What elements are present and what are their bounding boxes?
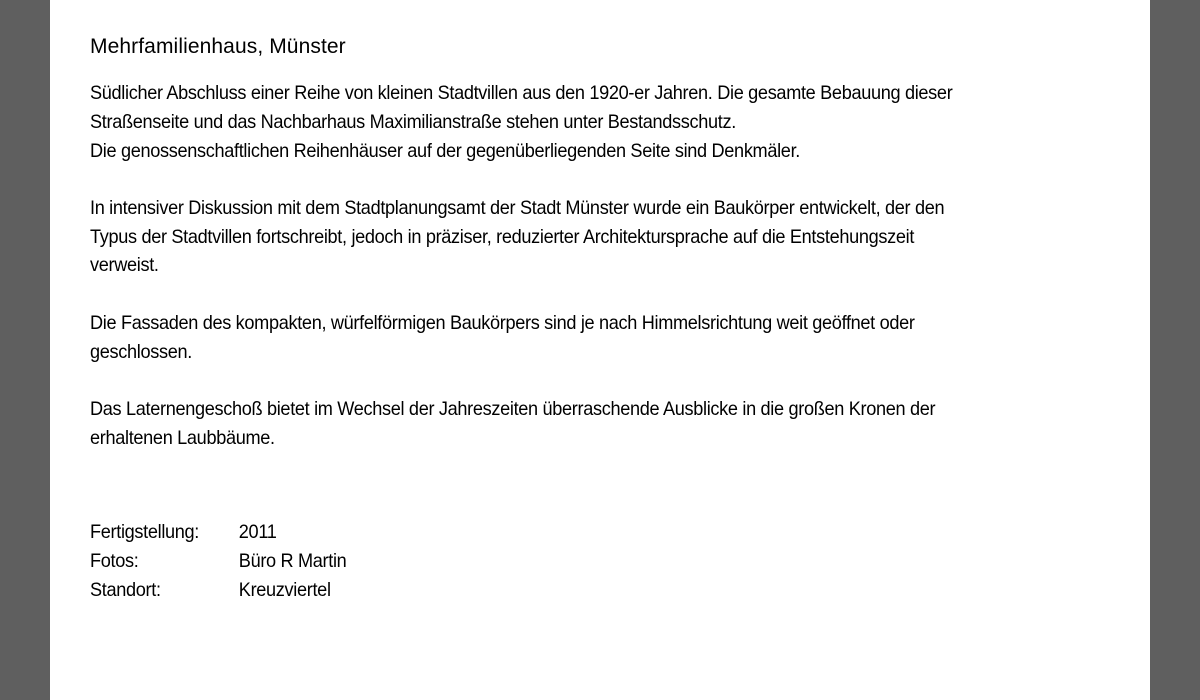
project-facts: [90, 518, 346, 605]
fact-row-photos: [90, 547, 346, 576]
paragraph-line: Südlicher Abschluss einer Reihe von kleinen Stadtvillen aus den 1920-er Jahren. Die gesamte Bebauung dieser: [90, 82, 953, 104]
paragraph-line: Typus der Stadtvillen fortschreibt, jedoch in präziser, reduzierter Architektursprache auf die Entstehungszeit: [90, 225, 915, 248]
fact-value: Kreuzviertel: [238, 579, 331, 601]
fact-label: Standort:: [90, 579, 161, 601]
paragraph-line: Straßenseite und das Nachbarhaus Maximilianstraße stehen unter Bestandsschutz.: [90, 110, 736, 133]
fact-value: 2011: [238, 521, 277, 543]
paragraph-line: erhaltenen Laubbäume.: [90, 426, 275, 449]
paragraph-line: verweist.: [90, 254, 159, 277]
paragraph-design: [90, 194, 1132, 280]
paragraph-line: geschlossen.: [90, 340, 192, 363]
page-title: Mehrfamilienhaus, Münster: [90, 35, 346, 58]
fact-row-location: [90, 576, 346, 605]
paragraph-line: Die Fassaden des kompakten, würfelförmigen Baukörpers sind je nach Himmelsrichtung weit geöffnet oder: [90, 311, 915, 334]
paragraph-line: Das Laternengeschoß bietet im Wechsel der Jahreszeiten überraschende Ausblicke in die großen Kronen der: [90, 397, 936, 420]
paragraph-line: In intensiver Diskussion mit dem Stadtplanungsamt der Stadt Münster wurde ein Baukörper entwickelt, der den: [90, 196, 945, 219]
right-margin-bar: [1150, 0, 1200, 700]
fact-value: Büro R Martin: [238, 550, 347, 572]
paragraph-location: [90, 79, 1132, 165]
paragraph-lantern-floor: [90, 395, 1132, 453]
fact-label: Fotos:: [90, 550, 139, 572]
left-margin-bar: [0, 0, 50, 700]
fact-label: Fertigstellung:: [90, 521, 200, 543]
paragraph-facades: [90, 309, 1132, 367]
paragraph-line: Die genossenschaftlichen Reihenhäuser auf der gegenüberliegenden Seite sind Denkmäler.: [90, 139, 800, 162]
document-content: [90, 33, 1130, 481]
document-page: [50, 0, 1150, 700]
fact-row-completion: [90, 518, 346, 547]
